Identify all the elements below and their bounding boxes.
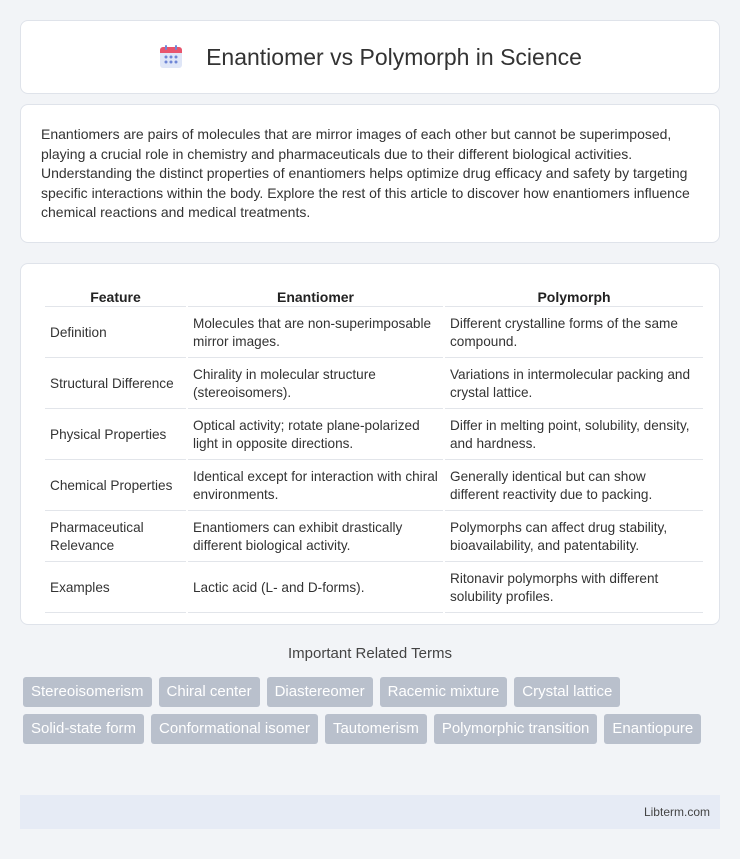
feature-cell: Pharmaceutical Relevance <box>45 513 186 562</box>
table-row <box>45 360 703 409</box>
table-row <box>45 564 703 613</box>
header-feature: Feature <box>45 288 186 307</box>
related-term-tag[interactable]: Racemic mixture <box>380 677 508 707</box>
footer-brand-link[interactable]: Libterm.com <box>643 805 710 819</box>
comparison-table <box>43 286 705 615</box>
table-row <box>45 462 703 511</box>
related-term-tag[interactable]: Chiral center <box>159 677 260 707</box>
feature-cell: Chemical Properties <box>45 462 186 511</box>
enantiomer-cell: Enantiomers can exhibit drastically different biological activity. <box>188 513 443 562</box>
header-polymorph: Polymorph <box>445 288 703 307</box>
polymorph-cell: Ritonavir polymorphs with different solubility profiles. <box>445 564 703 613</box>
related-term-tag[interactable]: Tautomerism <box>325 714 427 744</box>
related-term-tag[interactable]: Conformational isomer <box>151 714 318 744</box>
related-term-tag[interactable]: Solid-state form <box>23 714 144 744</box>
related-term-tag[interactable]: Crystal lattice <box>514 677 620 707</box>
table-row <box>45 513 703 562</box>
table-row <box>45 411 703 460</box>
feature-cell: Physical Properties <box>45 411 186 460</box>
enantiomer-cell: Chirality in molecular structure (stereoisomers). <box>188 360 443 409</box>
polymorph-cell: Generally identical but can show different reactivity due to packing. <box>445 462 703 511</box>
feature-cell: Definition <box>45 309 186 358</box>
calendar-icon <box>158 44 184 70</box>
page-title: Enantiomer vs Polymorph in Science <box>206 43 582 70</box>
related-terms-title: Important Related Terms <box>288 645 452 662</box>
related-term-tag[interactable]: Stereoisomerism <box>23 677 152 707</box>
enantiomer-cell: Optical activity; rotate plane-polarized light in opposite directions. <box>188 411 443 460</box>
polymorph-cell: Variations in intermolecular packing and crystal lattice. <box>445 360 703 409</box>
related-terms-list <box>23 677 723 744</box>
header-enantiomer: Enantiomer <box>188 288 443 307</box>
header-card <box>20 20 720 94</box>
related-term-tag[interactable]: Diastereomer <box>267 677 373 707</box>
related-term-tag[interactable]: Enantiopure <box>604 714 701 744</box>
polymorph-cell: Polymorphs can affect drug stability, bioavailability, and patentability. <box>445 513 703 562</box>
polymorph-cell: Differ in melting point, solubility, density, and hardness. <box>445 411 703 460</box>
table-row <box>45 309 703 358</box>
comparison-table-card <box>20 263 720 625</box>
enantiomer-cell: Molecules that are non-superimposable mirror images. <box>188 309 443 358</box>
enantiomer-cell: Identical except for interaction with chiral environments. <box>188 462 443 511</box>
table-header-row <box>45 288 703 307</box>
intro-card <box>20 104 720 243</box>
polymorph-cell: Different crystalline forms of the same compound. <box>445 309 703 358</box>
intro-paragraph: Enantiomers are pairs of molecules that are mirror images of each other but cannot be superimposed, playing a crucial role in chemistry and pharmaceuticals due to their different biological activities. Understanding the distinct properties of enantiomers helps optimize drug efficacy and safety by targeting specific interactions within the body. Explore the rest of this article to discover how enantiomers influence chemical reactions and medical treatments. <box>41 126 690 221</box>
enantiomer-cell: Lactic acid (L- and D-forms). <box>188 564 443 613</box>
feature-cell: Structural Difference <box>45 360 186 409</box>
feature-cell: Examples <box>45 564 186 613</box>
footer <box>20 795 720 829</box>
related-term-tag[interactable]: Polymorphic transition <box>434 714 598 744</box>
